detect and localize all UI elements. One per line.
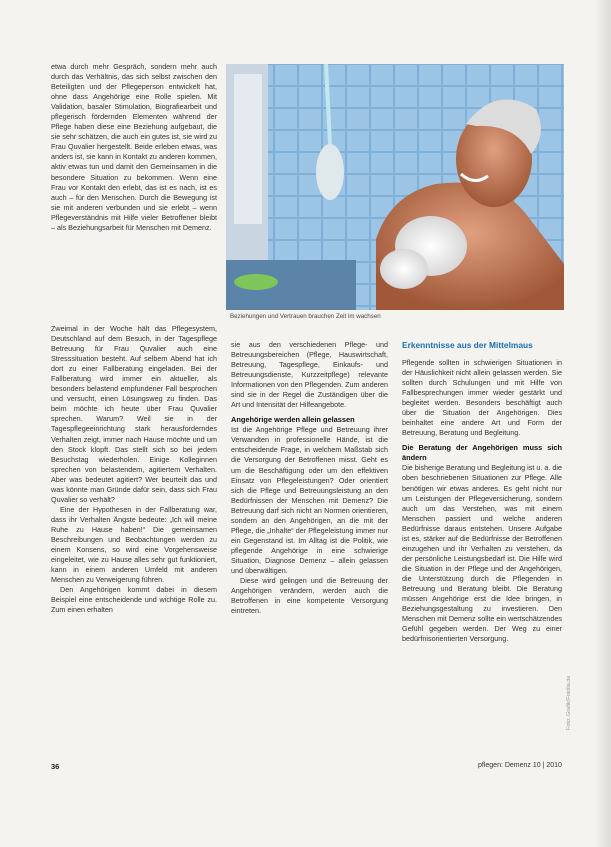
shower-photo xyxy=(226,64,564,310)
paragraph: sie aus den verschiedenen Pflege- und Betreuungsbereichen (Pflege, Hauswirtschaft, Betreuung, Tagespflege, Einkaufs- und Betreuungsdienste, Kurzzeitpflege) relevante Informationen von den Pflegenden. Zum anderen sind sie in der Regel die Zuständigen über die Art und Intensität der Hilfeangebote. xyxy=(231,340,388,410)
subheading: Die Beratung der Angehörigen muss sich ändern xyxy=(402,443,562,463)
page-edge-shadow xyxy=(595,0,611,847)
photo-credit: Foto: Grafik/Fotolia.de xyxy=(566,675,572,730)
paragraph: Ist die Angehörige Pflege und Betreuung ihrer Verwandten in professionelle Hände, ist die entscheidende Frage, in welchem Maßstab sich die Versorgung der Betroffenen misst. Geht es um die Beschäftigung oder um den effektiven Einsatz von Pflegeleistungen? Oder orientiert sich die Pflege und Betreuungsleistung an den Bedürfnissen der Menschen mit Demenz? Die Betreuung darf sich nicht an Normen orientieren, sondern an den Angehörigen, an die mit der Pflege, die „Inhalte“ der Pflegeleistung immer nur ein Gegenstand ist. Im Alltag ist die Politik, wie pflegende Angehörige in eine schwierige Situation, Diagnose Demenz – allein gelassen und überwältigen. xyxy=(231,425,388,575)
paragraph: Den Angehörigen kommt dabei in diesem Beispiel eine entscheidende und wichtige Rolle zu. Zum einen erhalten xyxy=(51,585,217,615)
paragraph: Diese wird gelingen und die Betreuung der Angehörigen verändern, werden auch die Betroffenen in eine kompetente Versorgung eintreten. xyxy=(231,576,388,616)
paragraph: Die bisherige Beratung und Begleitung ist u. a. die oben beschriebenen Situationen zur Pflege. Alle benötigen wir etwas anderes. Es geht nicht nur um Leistungen der Pflegeversicherung, sondern auch um das Verstehen, was mit einem Menschen passiert und welche anderen Bedürfnisse daraus entstehen. Unsere Aufgabe ist es, stärker auf die Bedürfnisse der Betroffenen einzugehen und ihr Verhalten zu verstehen, da der persönliche Leistungsbedarf ist. Die Hilfe wird die Situation in der Pflege und der Angehörigen, die Unterstützung durch die Pflegenden in Betreuung und Beratung bleibt. Die Beratung müssen Angehörige erst die Idee bringen, in Beziehungsgestaltung zu investieren. Den Menschen mit Demenz sollte ein wertschätzendes Gefühl gegeben werden. Der Weg zu einer bedürfnisorientierten Versorgung. xyxy=(402,463,562,644)
column-1-bottom xyxy=(51,324,217,615)
column-3 xyxy=(402,340,562,644)
photo-caption: Beziehungen und Vertrauen brauchen Zeit im wachsen xyxy=(230,313,381,320)
column-2 xyxy=(231,340,388,616)
paragraph: Pflegende sollten in schwierigen Situationen in der Häuslichkeit nicht allein gelassen werden. Sie sollten durch Schulungen und mit Hilfe von Fallbesprechungen immer wieder gestärkt und begleitet werden. Besonders beschäftigt auch über die Situation der Angehörigen. Dies beinhaltet eine andere Art und Form der Betreuung, Beratung und Begleitung. xyxy=(402,358,562,438)
paragraph: Eine der Hypothesen in der Fallberatung war, dass ihr Verhalten Ängste bedeute: „Ich will meine Ruhe zu Hause haben!“ Die gemeinsamen Beschreibungen und Beobachtungen werden zu einem Konsens, so wird eine Vorgehensweise eingeleitet, wie zu Hause alles sehr gut funktioniert, kann in einem anderen Umfeld mit anderen Menschen zu Verweigerung führen. xyxy=(51,504,217,585)
column-1-top xyxy=(51,62,217,233)
magazine-footer: pflegen: Demenz 10 | 2010 xyxy=(478,762,562,769)
page-number: 36 xyxy=(51,762,60,771)
box-title: Erkenntnisse aus der Mittelmaus xyxy=(402,340,533,350)
photo-illustration xyxy=(226,64,564,310)
paragraph: Zweimal in der Woche hält das Pflegesystem, Deutschland auf dem Besuch, in der Tagespflege Betreuung für Frau Quvalier auch eine Stresssituation besteht. Auf selbem Abend hat ich dort zu einer Fallberatung eingeladen. Bei der Fallberatung wird immer ein aktueller, als besonders belastend empfundener Fall besprochen und versucht, einen Lösungsweg zu finden. Das beim möchte ich heute über Frau Quvalier sprechen. Warum? Weil sie in der Tagespflegeeinrichtung stark herausforderndes Verhalten zeigt, immer nach Hause möchte und um den Stock klopft. Das stellt sich so bei jedem Besuchstag wiederholen. Einige Kolleginnen sprechen von belastendem, agitiertem Verhalten. Aber was bedeutet agitiert? Wer beurteilt das und was könnte man Gründe dafür sein, dass sich Frau Quvalier so verhält? xyxy=(51,324,217,504)
subheading: Angehörige werden allein gelassen xyxy=(231,415,355,425)
paragraph: etwa durch mehr Gespräch, sondern mehr auch durch das Verhältnis, das sich selbst zwischen den Beteiligten und der Pflegeperson entwickelt hat, ohne dass Angehörige eine Rolle spielen. Mit Validation, basaler Stimulation, Biografiearbeit und pflegerisch fördernden Elementen während der Pflege haben diese eine Beziehung aufgebaut, die sie sehr schätzen, die auch ein gutes ist, sie wird zu Frau Quvalier hergestellt. Beide erleben etwas, was anders ist, sie kann in Kontakt zu anderen kommen, aktiv etwas tun und damit den Gemeinsamen in die besondere Situation zu bekommen. Wenn eine Frau vor Kontakt den erlebt, das ist es nach, ist es auch – für den Menschen. Durch die Bewegung ist sie mit anderen verbunden und sie erlebt – wenn Pflegeverständnis mit Hilfe vieler Betroffener bleibt – als Beziehungsarbeit für Menschen mit Demenz. xyxy=(51,62,217,232)
